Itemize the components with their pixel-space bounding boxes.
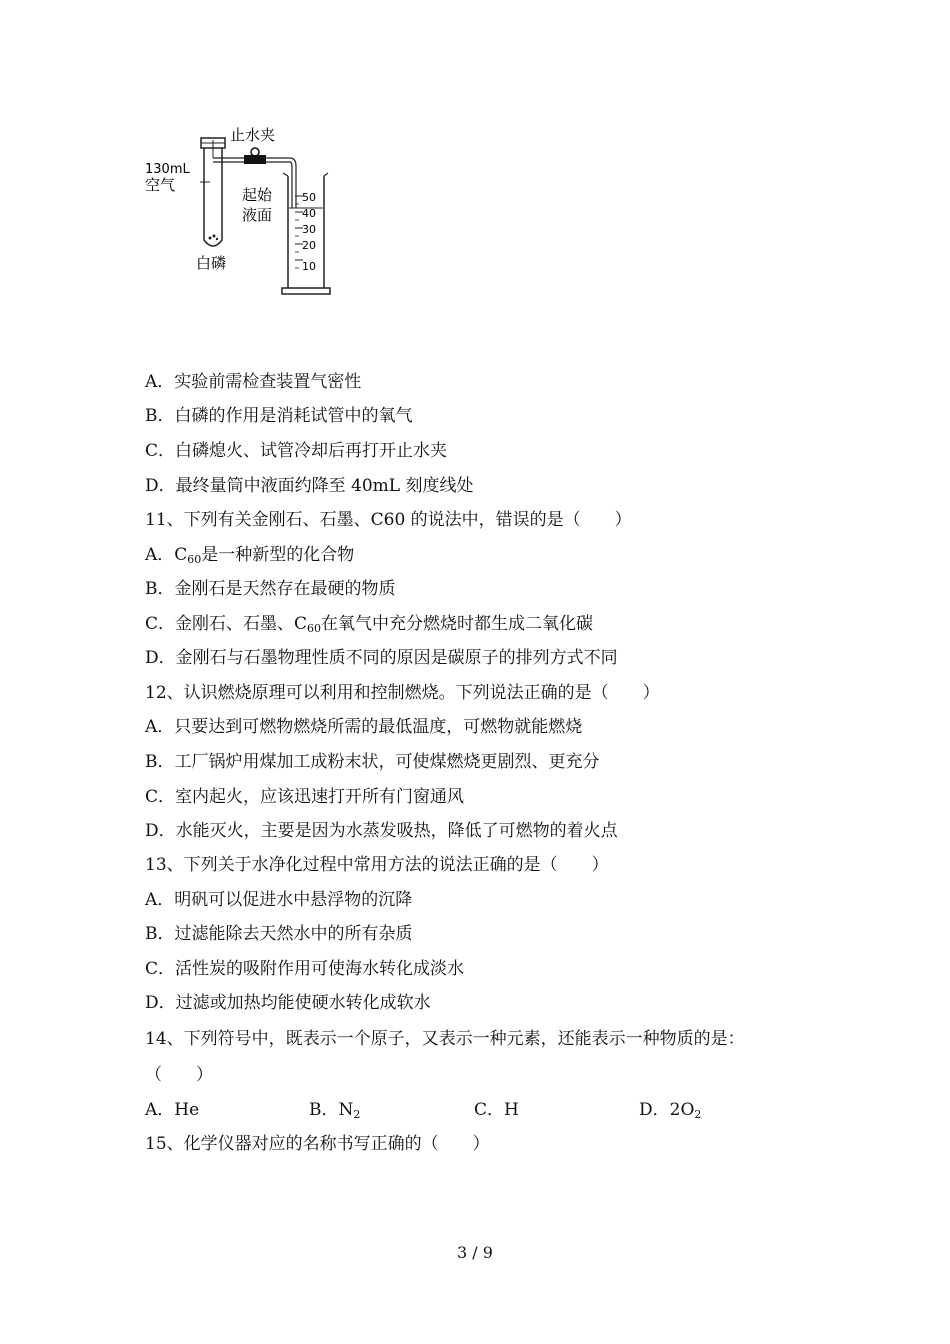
scale-label-20: 20	[302, 239, 316, 252]
q10-option-d: D．最终量筒中液面约降至 40mL 刻度线处	[145, 476, 474, 496]
q11-stem: 11、下列有关金刚石、石墨、C60 的说法中，错误的是（ ）	[145, 510, 632, 530]
start-label-2: 液面	[242, 206, 273, 224]
q14-option-c: C．H	[474, 1100, 519, 1120]
q12-option-c: C．室内起火，应该迅速打开所有门窗通风	[145, 787, 465, 807]
q13-stem: 13、下列关于水净化过程中常用方法的说法正确的是（ ）	[145, 855, 609, 875]
air-volume-label: 130mL	[145, 162, 190, 177]
q14-blank: （ ）	[145, 1065, 213, 1085]
q13-option-b: B．过滤能除去天然水中的所有杂质	[145, 924, 413, 944]
q11-option-a: A．$C_{60}$是一种新型的化合物	[145, 545, 355, 566]
scale-label-40: 40	[302, 207, 316, 220]
scale-label-30: 30	[302, 223, 316, 236]
q14-option-b: B．$N_2$	[309, 1100, 361, 1121]
air-label: 空气	[145, 176, 176, 194]
q10-option-b: B．白磷的作用是消耗试管中的氧气	[145, 406, 413, 426]
page-number: 3 / 9	[457, 1243, 493, 1262]
q14-option-a: A．He	[145, 1100, 200, 1120]
q15-stem: 15、化学仪器对应的名称书写正确的（ ）	[145, 1134, 490, 1154]
q12-stem: 12、认识燃烧原理可以利用和控制燃烧。下列说法正确的是（ ）	[145, 683, 660, 703]
q13-option-c: C．活性炭的吸附作用可使海水转化成淡水	[145, 959, 465, 979]
q10-option-a: A．实验前需检查装置气密性	[145, 372, 362, 392]
q14-option-d: D．$2O_2$	[639, 1100, 702, 1121]
q13-option-d: D．过滤或加热均能使硬水转化成软水	[145, 993, 431, 1013]
scale-label-10: 10	[302, 260, 316, 273]
q11-option-d: D．金刚石与石墨物理性质不同的原因是碳原子的排列方式不同	[145, 648, 618, 668]
q11-option-b: B．金刚石是天然存在最硬的物质	[145, 579, 396, 599]
start-label-1: 起始	[242, 186, 273, 204]
q13-option-a: A．明矾可以促进水中悬浮物的沉降	[145, 890, 413, 910]
q12-option-a: A．只要达到可燃物燃烧所需的最低温度，可燃物就能燃烧	[145, 717, 583, 737]
q12-option-d: D．水能灭火，主要是因为水蒸发吸热，降低了可燃物的着火点	[145, 821, 618, 841]
q14-stem: 14、下列符号中，既表示一个原子，又表示一种元素，还能表示一种物质的是：	[145, 1029, 745, 1049]
apparatus-figure	[140, 118, 340, 303]
q10-option-c: C．白磷熄火、试管冷却后再打开止水夹	[145, 441, 448, 461]
q12-option-b: B．工厂锅炉用煤加工成粉末状，可使煤燃烧更剧烈、更充分	[145, 752, 600, 772]
clamp-label: 止水夹	[230, 126, 276, 144]
phosphorus-label: 白磷	[196, 254, 227, 272]
apparatus-diagram	[140, 118, 340, 303]
scale-label-50: 50	[302, 191, 316, 204]
q11-option-c: C．金刚石、石墨、$C_{60}$在氧气中充分燃烧时都生成二氧化碳	[145, 614, 594, 635]
